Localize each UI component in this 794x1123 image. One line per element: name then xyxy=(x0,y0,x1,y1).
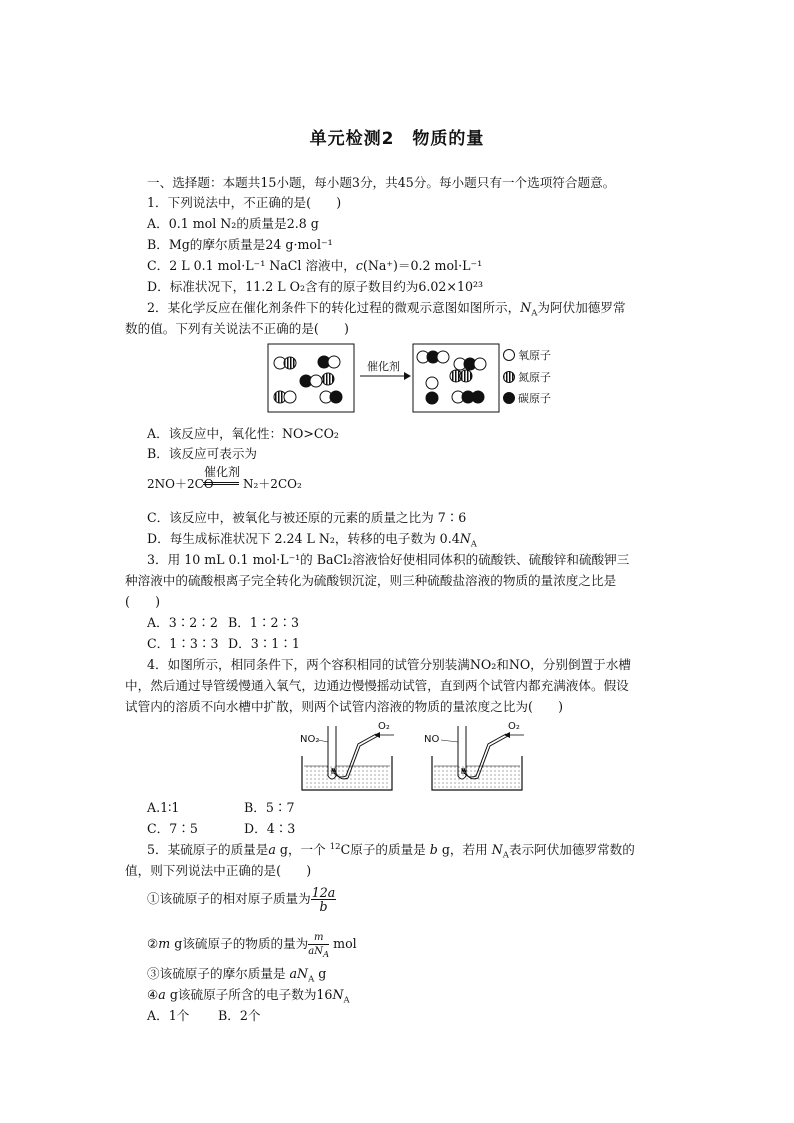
q1-option-b: B．Mg的摩尔质量是24 g·mol⁻¹ xyxy=(147,237,333,252)
q3-option-a: A．3∶2∶2 xyxy=(147,615,218,630)
reaction-diagram xyxy=(266,342,566,416)
oxygen-atom xyxy=(310,375,322,387)
legend-nitrogen-icon xyxy=(504,372,515,383)
legend-carbon: 碳原子 xyxy=(518,392,551,405)
q3-stem-line2: 种溶液中的硫酸根离子完全转化为硫酸钡沉淀，则三种硫酸盐溶液的物质的量浓度之比是 xyxy=(125,573,617,588)
setup-no xyxy=(424,721,524,790)
q5-statement-4: ④a g该硫原子所含的电子数为$16N_A$ xyxy=(147,987,350,1006)
q2-stem-line2: 数的值。下列有关说法不正确的是( ) xyxy=(125,321,349,336)
q1-option-c: C．2 L 0.1 mol·L⁻¹ NaCl 溶液中，c(Na⁺)＝0.2 mol·L⁻¹ xyxy=(147,258,483,273)
carbon-atom xyxy=(472,391,484,403)
q1-option-d: D．标准状况下，11.2 L O₂含有的原子数目约为6.02×10²³ xyxy=(147,279,484,294)
oxygen-atom xyxy=(437,351,449,363)
section-header: 一、选择题：本题共15小题，每小题3分，共45分。每小题只有一个选项符合题意。 xyxy=(147,175,616,190)
reaction-equation: 2NO＋2CO 催化剂 N₂＋2CO₂ xyxy=(147,465,302,491)
q5-option-b: B．2个 xyxy=(218,1008,261,1023)
q3-stem-line1: 3．用 10 mL 0.1 mol·L⁻¹的 BaCl₂溶液恰好使相同体积的硫酸铁、硫酸锌和硫酸钾三 xyxy=(147,552,630,567)
q1-stem: 1．下列说法中，不正确的是( ) xyxy=(147,195,342,210)
q2-option-b: B．该反应可表示为 xyxy=(147,446,258,461)
q3-option-b: B．1∶2∶3 xyxy=(228,615,300,630)
equation-catalyst: 催化剂 xyxy=(204,465,241,479)
q2-option-a: A．该反应中，氧化性：NO>CO₂ xyxy=(147,426,339,441)
catalyst-label: 催化剂 xyxy=(367,360,400,373)
setup-no2 xyxy=(300,721,394,790)
q3-option-c: C．1∶3∶3 xyxy=(147,636,219,651)
q4-stem-line3: 试管内的溶质不向水槽中扩散，则两个试管内溶液的物质的量浓度之比为( ) xyxy=(125,699,564,714)
tube2-label: NO xyxy=(424,734,440,745)
gas1-label: O₂ xyxy=(378,721,390,732)
q4-option-a: A.1∶1 xyxy=(147,800,180,815)
q3-option-d: D．3∶1∶1 xyxy=(228,636,300,651)
nitrogen-atom xyxy=(284,357,296,369)
q4-stem-line1: 4．如图所示，相同条件下，两个容积相同的试管分别装满NO₂和NO，分别倒置于水槽 xyxy=(147,657,631,672)
oxygen-atom xyxy=(426,377,438,389)
oxygen-atom xyxy=(474,358,486,370)
q5-statement-3: ③该硫原子的摩尔质量是 $aN_A$ g xyxy=(147,966,327,985)
legend-oxygen-icon xyxy=(504,350,515,361)
nitrogen-atom xyxy=(460,370,472,382)
q4-option-c: C．7∶5 xyxy=(147,821,198,836)
oxygen-atom xyxy=(328,356,340,368)
q2-option-c: C．该反应中，被氧化与被还原的元素的质量之比为 7∶6 xyxy=(147,510,467,525)
nitrogen-atom xyxy=(322,373,334,385)
test-tube-diagram xyxy=(298,718,538,794)
q4-option-d: D．4∶3 xyxy=(244,821,296,836)
q5-statement-2: ②m g该硫原子的物质的量为 $\frac{m}{aN_A}$ mol xyxy=(147,932,357,960)
q5-option-a: A．1个 xyxy=(147,1008,190,1023)
q5-statement-1: ①该硫原子的相对原子质量为 $\frac{12a}{b}$ xyxy=(147,885,336,914)
q1-option-a: A．0.1 mol N₂的质量是2.8 g xyxy=(147,216,319,231)
gas2-label: O₂ xyxy=(508,721,520,732)
q5-stem-line2: 值，则下列说法中正确的是( ) xyxy=(125,863,312,878)
q4-option-b: B．5∶7 xyxy=(244,800,295,815)
q3-stem-line3: ( ) xyxy=(125,594,161,609)
legend-oxygen: 氧原子 xyxy=(518,349,551,362)
q2-option-d: D．每生成标准状况下 2.24 L N₂，转移的电子数为 $0.4N_A$ xyxy=(147,531,477,550)
tube1-label: NO₂ xyxy=(300,734,320,745)
carbon-atom xyxy=(330,391,342,403)
legend-carbon-icon xyxy=(504,393,515,404)
page-title: 单元检测2 物质的量 xyxy=(309,129,485,149)
q4-stem-line2: 中，然后通过导管缓慢通入氧气，边通边慢慢摇动试管，直到两个试管内都充满液体。假设 xyxy=(125,678,629,693)
carbon-atom xyxy=(426,392,438,404)
q5-stem-line1: 5．某硫原子的质量是a g，一个 $^{12}$C原子的质量是 b g，若用 $N_A$表示阿伏加德罗常数的 xyxy=(147,841,635,861)
legend-nitrogen: 氮原子 xyxy=(518,371,551,384)
q2-stem-line1: 2．某化学反应在催化剂条件下的转化过程的微观示意图如图所示，$N_A$为阿伏加德罗常 xyxy=(147,300,626,319)
oxygen-atom xyxy=(284,391,296,403)
